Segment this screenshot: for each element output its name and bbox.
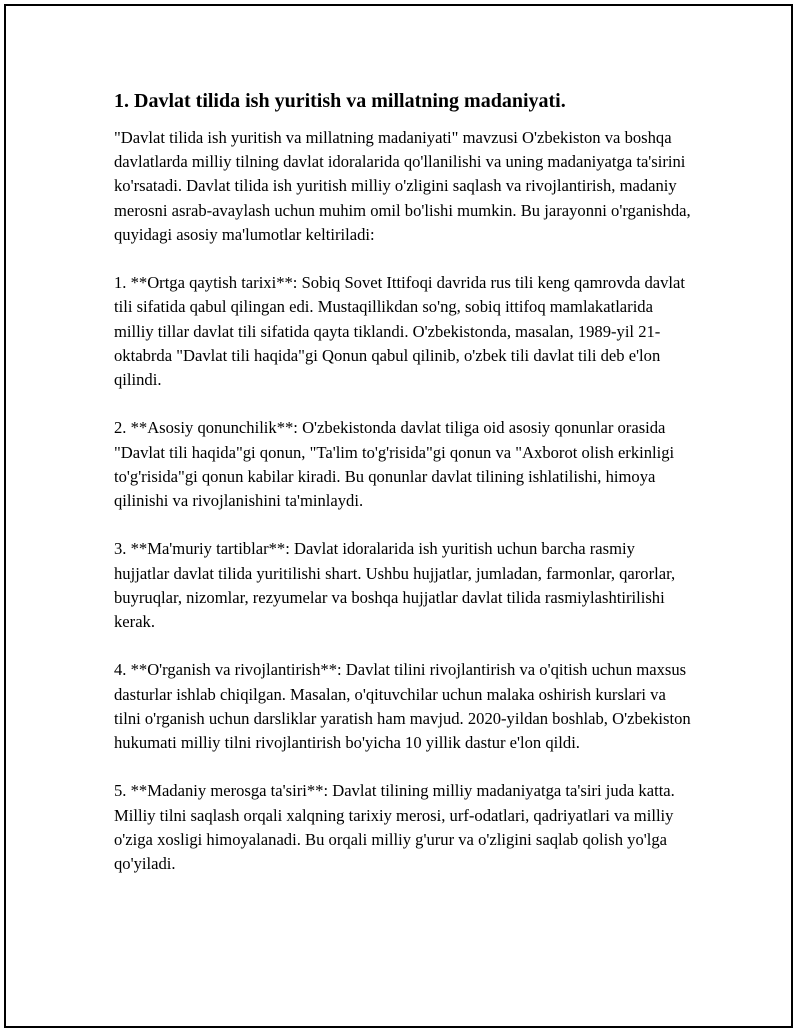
paragraph-cultural-heritage: 5. **Madaniy merosga ta'siri**: Davlat tilining milliy madaniyatga ta'siri juda katta. Milliy tilni saqlash orqali xalqning tarixiy merosi, urf-odatlari, qadriyatlari va milliy o'ziga xosligi himoyalanadi. Bu orqali milliy g'urur va o'zligini saqlab qolish yo'lga qo'yiladi. [114, 781, 675, 874]
paragraph-legislation: 2. **Asosiy qonunchilik**: O'zbekistonda davlat tiliga oid asosiy qonunlar orasida "Davlat tili haqida"gi qonun, "Ta'lim to'g'risida"gi qonun va "Axborot olish erkinligi to'g'risida"gi qonun kabilar kiradi. Bu qonunlar davlat tilining ishlatilishi, himoya qilinishi va rivojlanishini ta'minlaydi. [114, 418, 675, 511]
intro-paragraph: "Davlat tilida ish yuritish va millatning madaniyati" mavzusi O'zbekiston va boshqa davlatlarda milliy tilning davlat idoralarida qo'llanilishi va uning madaniyatga ta'sirini ko'rsatadi. Davlat tilida ish yuritish milliy o'zligini saqlash va rivojlantirish, madaniy merosni asrab-avaylash uchun muhim omil bo'lishi mumkin. Bu jarayonni o'rganishda, quyidagi asosiy ma'lumotlar keltiriladi: [114, 128, 691, 244]
paragraph-history: 1. **Ortga qaytish tarixi**: Sobiq Sovet Ittifoqi davrida rus tili keng qamrovda davlat tili sifatida qabul qilingan edi. Mustaqillikdan so'ng, sobiq ittifoq mamlakatlarida milliy tillar davlat tili sifatida qayta tiklandi. O'zbekistonda, masalan, 1989-yil 21-oktabrda "Davlat tili haqida"gi Qonun qabul qilinib, o'zbek tili davlat tili deb e'lon qilindi. [114, 273, 686, 390]
document-body [114, 88, 694, 900]
paragraph-administrative-procedures: 3. **Ma'muriy tartiblar**: Davlat idoralarida ish yuritish uchun barcha rasmiy hujjatlar davlat tilida yuritilishi shart. Ushbu hujjatlar, jumladan, farmonlar, qarorlar, buyruqlar, nizomlar, rezyumelar va boshqa hujjatlar davlat tilida rasmiylashtirilishi kerak. [114, 539, 676, 632]
document-title: 1. Davlat tilida ish yuritish va millatning madaniyati. [114, 90, 566, 112]
paragraph-study-development: 4. **O'rganish va rivojlantirish**: Davlat tilini rivojlantirish va o'qitish uchun maxsus dasturlar ishlab chiqilgan. Masalan, o'qituvchilar uchun malaka oshirish kurslari va tilni o'rganish uchun darsliklar yaratish ham mavjud. 2020-yildan boshlab, O'zbekiston hukumati milliy tilni rivojlantirish bo'yicha 10 yillik dastur e'lon qildi. [114, 660, 691, 753]
